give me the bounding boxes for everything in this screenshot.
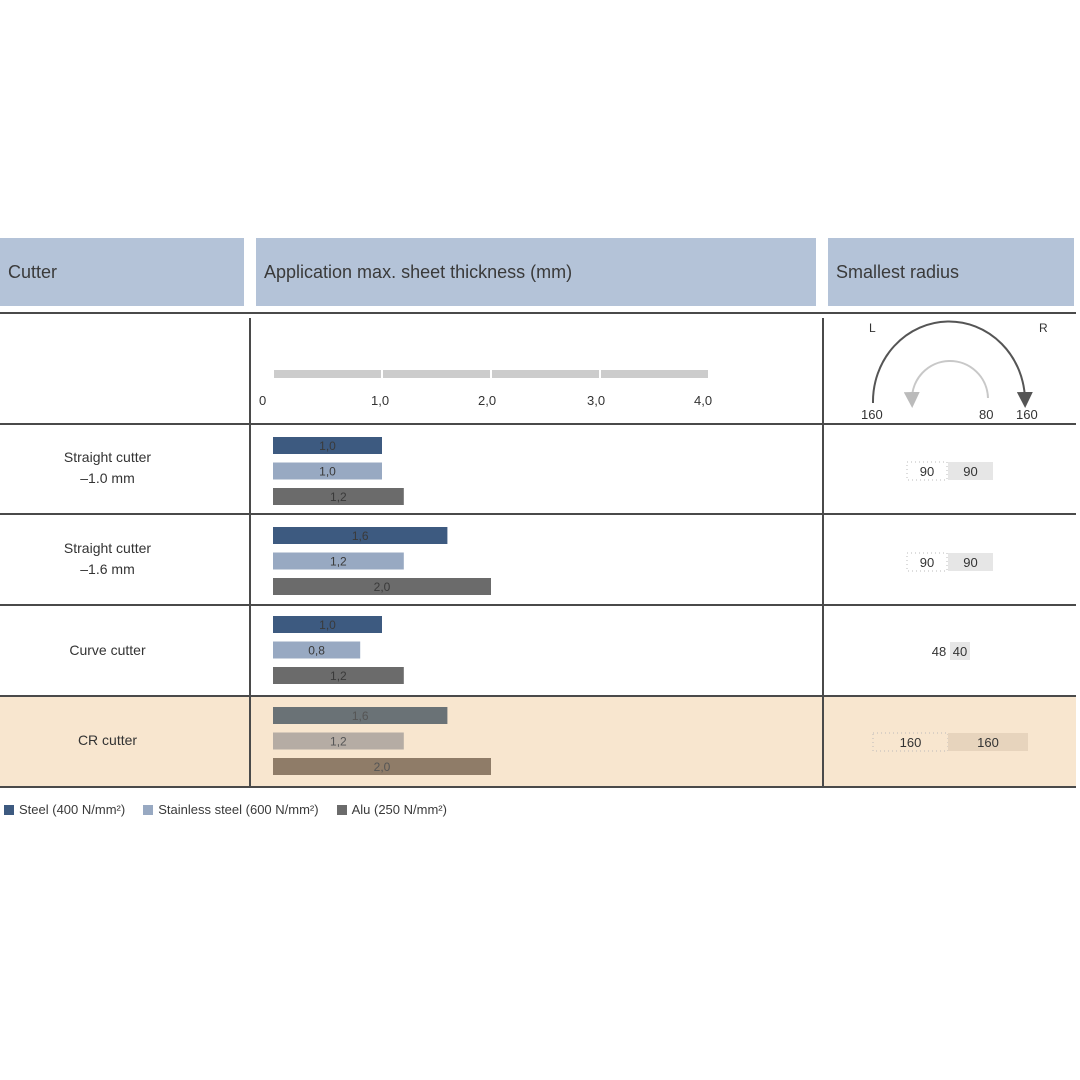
bar-value-label: 1,0 (319, 464, 336, 479)
header-thickness-label: Application max. sheet thickness (mm) (264, 261, 573, 282)
bar-value-label: 0,8 (308, 643, 325, 658)
legend-swatch-alu (337, 805, 347, 815)
legend-item-alu (337, 802, 447, 817)
scale-tick-label: 3,0 (587, 393, 606, 408)
bar-value-label: 2,0 (373, 580, 391, 594)
bar-value-label: 1,0 (319, 618, 336, 632)
legend-item-steel (4, 802, 125, 817)
bar-value-label: 1,6 (351, 709, 369, 723)
row-label-line: –1.6 mm (80, 561, 135, 577)
radius-left-value: 90 (919, 555, 935, 570)
inner-radius-arrow (912, 361, 988, 400)
radius-outer-right-value: 160 (1016, 407, 1038, 422)
header-radius-label: Smallest radius (836, 261, 960, 282)
bar-value-label: 1,2 (330, 734, 347, 749)
radius-outer-left-value: 160 (861, 407, 883, 422)
scale-segment (492, 370, 599, 378)
scale-tick-label: 2,0 (478, 393, 497, 408)
radius-diagram (861, 321, 1048, 422)
header-cutter-label: Cutter (8, 261, 58, 282)
legend-item-stainless (143, 802, 318, 817)
legend-swatch-steel (4, 805, 14, 815)
legend-label: Stainless steel (600 N/mm²) (158, 802, 319, 817)
scale-tick-label: 4,0 (694, 393, 713, 408)
scale-tick-label: 0 (259, 393, 267, 408)
radius-right-value: 160 (977, 735, 999, 750)
row-label-line: CR cutter (77, 732, 138, 748)
bar-value-label: 1,2 (330, 554, 347, 569)
radius-values-group (873, 462, 1028, 751)
radius-right-value: 90 (963, 464, 978, 479)
bar-value-label: 1,2 (330, 490, 347, 504)
row-label-line: –1.0 mm (80, 470, 135, 486)
radius-right-value: 40 (952, 644, 968, 659)
radius-left-value: 48 (931, 644, 947, 659)
bars-group (273, 437, 491, 775)
row-label-line: Straight cutter (63, 540, 152, 556)
radius-right-value: 90 (963, 555, 978, 570)
radius-left-value: 90 (919, 464, 935, 479)
legend-swatch-stainless (143, 805, 153, 815)
scale-segment (601, 370, 708, 378)
bar-value-label: 1,6 (351, 529, 369, 543)
scale-tick-label: 1,0 (371, 393, 390, 408)
outer-radius-arrow (873, 321, 1025, 403)
row-label-line: Curve cutter (69, 642, 146, 658)
scale-segment (274, 370, 381, 378)
row-label-line: Straight cutter (63, 449, 152, 465)
bar-value-label: 2,0 (373, 760, 391, 774)
legend-label: Steel (400 N/mm²) (19, 802, 126, 817)
scale-segment (383, 370, 490, 378)
radius-right-label: R (1039, 321, 1048, 335)
bar-value-label: 1,2 (330, 669, 347, 683)
legend-label: Alu (250 N/mm²) (351, 802, 447, 817)
scale-bar (274, 370, 708, 378)
legend (4, 802, 465, 817)
radius-left-label: L (869, 321, 876, 335)
radius-inner-right-value: 80 (979, 407, 994, 422)
radius-left-value: 160 (899, 735, 922, 750)
bar-value-label: 1,0 (319, 439, 336, 453)
